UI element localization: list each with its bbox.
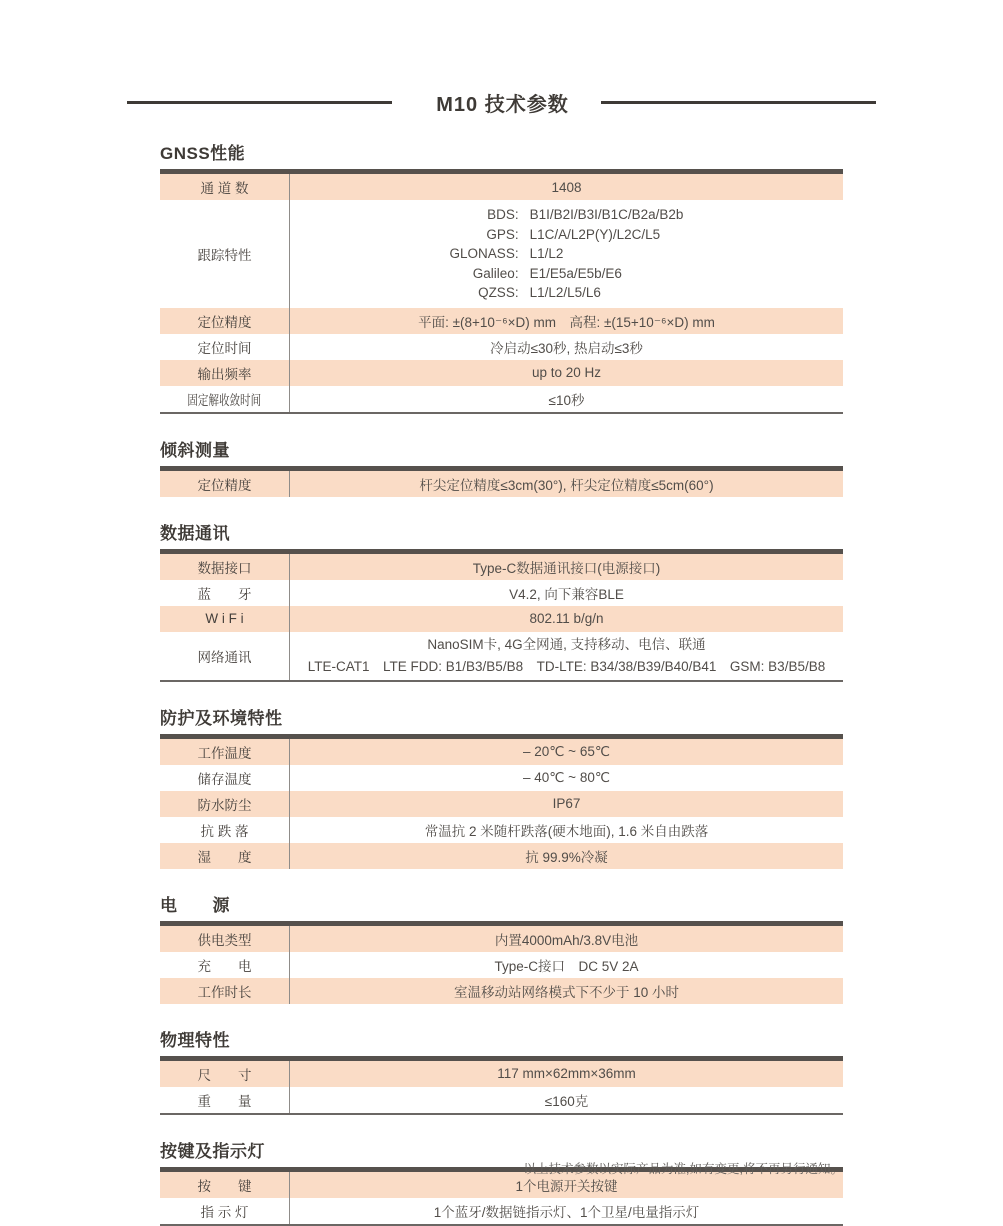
row-label <box>160 791 290 817</box>
spec-table <box>160 734 843 869</box>
row-value-text: Type-C接口 DC 5V 2A <box>494 958 639 974</box>
row-label <box>160 174 290 200</box>
table-row <box>160 580 843 606</box>
band-system-name: BDS: <box>487 207 519 222</box>
row-value-text: 1408 <box>551 179 582 195</box>
row-label-text: 抗 跌 落 <box>200 823 249 839</box>
row-value <box>290 471 843 497</box>
spec-section <box>160 891 843 1004</box>
row-label <box>160 308 290 334</box>
table-row <box>160 1061 843 1087</box>
row-value <box>290 843 843 869</box>
table-row <box>160 978 843 1004</box>
page-title: M10 技术参数 <box>436 94 569 116</box>
row-value-text: Type-C数据通讯接口(电源接口) <box>472 560 661 576</box>
band-system-name: QZSS: <box>478 285 519 301</box>
row-value <box>290 386 843 412</box>
table-row <box>160 334 843 360</box>
row-value-text: up to 20 Hz <box>531 365 602 381</box>
band-values: E1/E5a/E5b/E6 <box>529 265 622 281</box>
spec-section <box>160 519 843 682</box>
row-label-text: 蓝 牙 <box>197 586 252 602</box>
table-row <box>160 174 843 200</box>
row-label-text: 重 量 <box>197 1093 252 1109</box>
row-value-text: 冷启动≤30秒, 热启动≤3秒 <box>490 340 643 356</box>
row-label <box>160 386 290 412</box>
row-label <box>160 926 290 952</box>
section-heading: 物理特性 <box>160 1030 230 1050</box>
row-label <box>160 554 290 580</box>
section-heading: 按键及指示灯 <box>160 1141 265 1161</box>
row-label <box>160 1172 290 1198</box>
table-row <box>160 554 843 580</box>
section-heading: 防护及环境特性 <box>160 708 283 728</box>
spec-table <box>160 169 843 414</box>
row-label <box>160 471 290 497</box>
spec-section <box>160 436 843 497</box>
table-row <box>160 817 843 843</box>
row-label-text: 储存温度 <box>197 771 252 787</box>
spec-section <box>160 139 843 414</box>
band-values: L1/L2 <box>529 246 564 262</box>
row-value-line: LTE-CAT1 LTE FDD: B1/B3/B5/B8 TD-LTE: B34/38/B39/B40/B41 GSM: B3/B5/B8 <box>307 658 826 674</box>
row-value-text: 平面: ±(8+10⁻⁶×D) mm 高程: ±(15+10⁻⁶×D) mm <box>418 314 715 330</box>
row-value <box>290 554 843 580</box>
row-value <box>290 1061 843 1087</box>
row-label <box>160 580 290 606</box>
row-value <box>290 580 843 606</box>
row-value-line: NanoSIM卡, 4G全网通, 支持移动、电信、联通 <box>427 636 706 652</box>
spec-table <box>160 921 843 1004</box>
row-value <box>290 1198 843 1224</box>
section-heading: 倾斜测量 <box>160 440 230 460</box>
row-label-text: 工作时长 <box>197 984 252 1000</box>
row-label-text: 定位时间 <box>197 340 252 356</box>
row-label-text: W i F i <box>205 611 244 627</box>
tracking-bands-list <box>450 202 684 306</box>
row-value-text: V4.2, 向下兼容BLE <box>509 586 624 602</box>
spec-table <box>160 1056 843 1115</box>
row-value-text: 常温抗 2 米随杆跌落(硬木地面), 1.6 米自由跌落 <box>424 823 709 839</box>
row-label-text: 输出频率 <box>197 366 252 382</box>
row-label-text: 数据接口 <box>197 560 252 576</box>
row-label <box>160 360 290 386</box>
row-value-text: – 20℃ ~ 65℃ <box>523 743 610 759</box>
spec-section <box>160 704 843 869</box>
spec-sections <box>160 139 843 1226</box>
band-system-name: Galileo: <box>472 265 519 281</box>
table-row <box>160 1087 843 1113</box>
row-label-text: 按 键 <box>197 1178 252 1194</box>
row-label <box>160 739 290 765</box>
table-row <box>160 632 843 680</box>
row-label-text: 尺 寸 <box>197 1067 252 1083</box>
row-value <box>290 791 843 817</box>
row-label <box>160 1061 290 1087</box>
spec-table <box>160 549 843 682</box>
row-label-text: 定位精度 <box>197 477 252 493</box>
table-row <box>160 360 843 386</box>
table-row <box>160 926 843 952</box>
row-label <box>160 334 290 360</box>
row-value-text: ≤160克 <box>544 1093 589 1109</box>
band-system-name: GLONASS: <box>449 246 519 262</box>
table-row <box>160 471 843 497</box>
row-label-text: 工作温度 <box>197 745 252 761</box>
row-label <box>160 765 290 791</box>
row-label <box>160 1087 290 1113</box>
row-label-text: 固定解收敛时间 <box>187 392 262 408</box>
row-value <box>290 632 843 680</box>
table-row <box>160 952 843 978</box>
row-value <box>290 174 843 200</box>
spec-table <box>160 466 843 497</box>
row-value <box>290 978 843 1004</box>
row-label-text: 指 示 灯 <box>200 1204 249 1220</box>
row-value <box>290 200 843 308</box>
table-row <box>160 200 843 308</box>
row-label-text: 网络通讯 <box>197 649 252 665</box>
row-label-text: 通 道 数 <box>200 181 249 196</box>
row-value-text: 内置4000mAh/3.8V电池 <box>494 932 639 948</box>
row-value <box>290 1087 843 1113</box>
row-label <box>160 817 290 843</box>
table-row <box>160 1198 843 1224</box>
row-label-text: 湿 度 <box>197 849 252 865</box>
row-label <box>160 978 290 1004</box>
page-header <box>0 0 1003 117</box>
row-label-text: 定位精度 <box>197 314 252 330</box>
footer-note: 以上技术参数以实际产品为准,如有变更,将不再另行通知。 <box>523 1162 843 1176</box>
section-heading: 电 源 <box>160 895 230 915</box>
row-value-text: ≤10秒 <box>548 392 585 408</box>
title-rule-left <box>127 101 392 104</box>
table-row <box>160 606 843 632</box>
band-values: L1/L2/L5/L6 <box>529 285 601 301</box>
spec-section <box>160 1137 843 1226</box>
row-value <box>290 308 843 334</box>
row-value <box>290 739 843 765</box>
table-row <box>160 843 843 869</box>
spec-section <box>160 1026 843 1115</box>
row-value <box>290 952 843 978</box>
table-row <box>160 308 843 334</box>
band-values: B1I/B2I/B3I/B1C/B2a/B2b <box>529 207 684 222</box>
row-label <box>160 952 290 978</box>
table-row <box>160 791 843 817</box>
row-value-text: 802.11 b/g/n <box>529 611 604 627</box>
row-value-text: – 40℃ ~ 80℃ <box>523 769 610 785</box>
row-label-text: 充 电 <box>197 958 252 974</box>
row-value-text: 1个蓝牙/数据链指示灯、1个卫星/电量指示灯 <box>433 1204 700 1220</box>
row-label-text: 防水防尘 <box>197 797 252 813</box>
row-value-text: 抗 99.9%冷凝 <box>525 849 608 865</box>
section-heading: 数据通讯 <box>160 523 230 543</box>
row-value <box>290 334 843 360</box>
row-label <box>160 200 290 308</box>
section-heading: GNSS性能 <box>160 144 246 163</box>
row-value-text: 1个电源开关按键 <box>515 1178 618 1194</box>
row-value-text: 117 mm×62mm×36mm <box>497 1066 636 1082</box>
band-system-name: GPS: <box>486 226 519 242</box>
row-value <box>290 817 843 843</box>
table-row <box>160 386 843 412</box>
row-label <box>160 632 290 680</box>
row-label-text: 跟踪特性 <box>197 247 252 263</box>
row-label <box>160 606 290 632</box>
row-value <box>290 765 843 791</box>
row-value-text: IP67 <box>552 796 581 812</box>
row-value <box>290 606 843 632</box>
title-rule-right <box>601 101 876 104</box>
band-values: L1C/A/L2P(Y)/L2C/L5 <box>529 226 661 242</box>
table-row <box>160 765 843 791</box>
row-value <box>290 360 843 386</box>
row-label-text: 供电类型 <box>197 932 252 948</box>
row-label <box>160 1198 290 1224</box>
table-row <box>160 739 843 765</box>
row-label <box>160 843 290 869</box>
row-value-text: 杆尖定位精度≤3cm(30°), 杆尖定位精度≤5cm(60°) <box>419 477 714 493</box>
row-value-text: 室温移动站网络模式下不少于 10 小时 <box>453 984 680 1000</box>
row-value <box>290 926 843 952</box>
